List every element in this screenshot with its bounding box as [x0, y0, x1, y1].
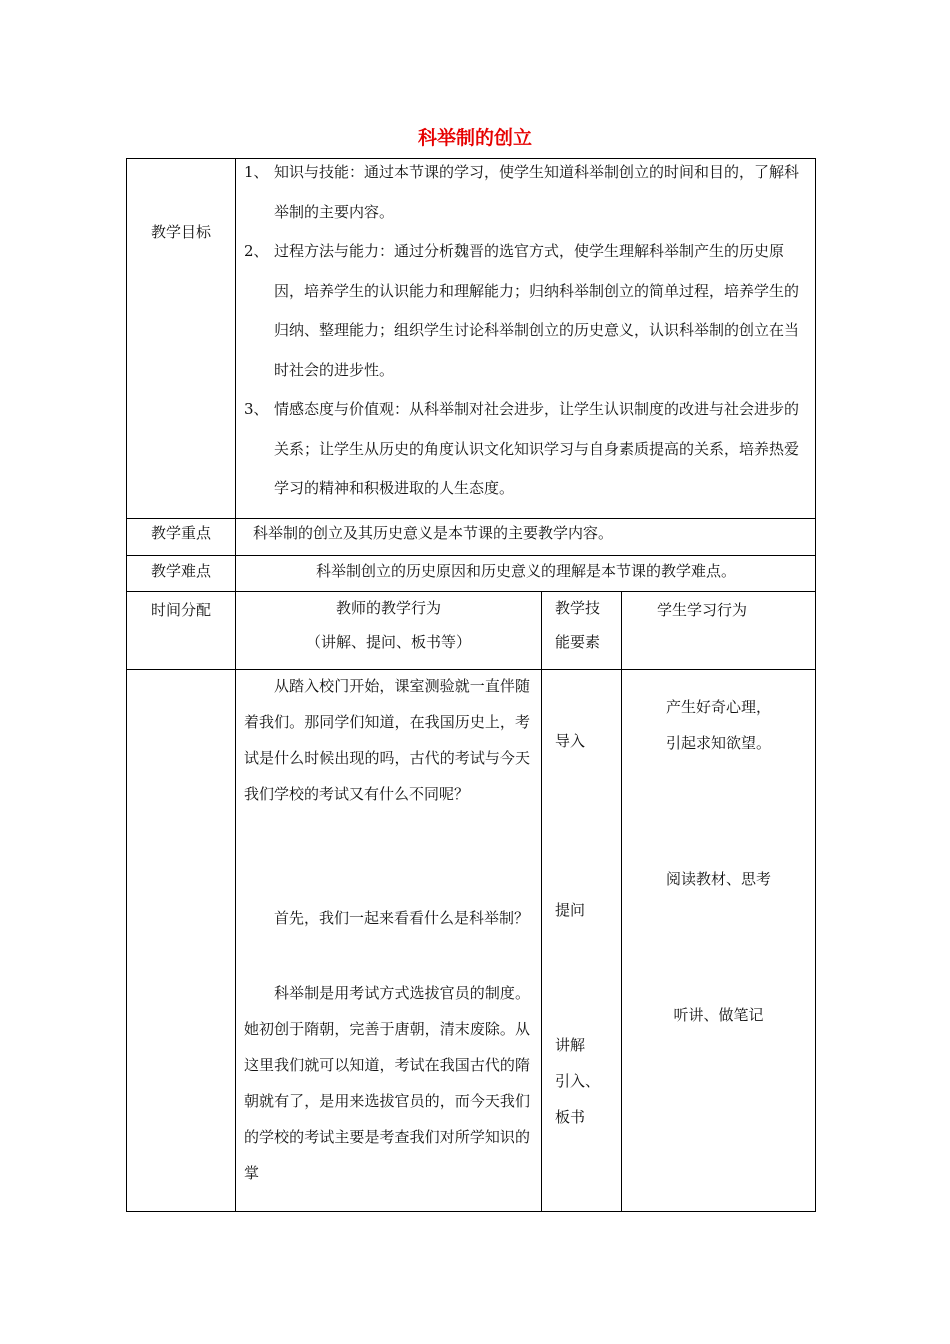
skill-intro: 导入: [555, 732, 586, 750]
teacher-para-3: 科举制是用考试方式选拔官员的制度。她初创于隋朝，完善于唐朝，清末废除。从这里我们就可以知道，考试在我国古代的隋朝就有了，是用来选拔官员的，而今天我们的学校的考试主要是考查我们对所学知识的掌: [244, 984, 530, 1182]
key-point-text: 科举制的创立及其历史意义是本节课的主要教学内容。: [253, 524, 614, 542]
objective-item: 1、 知识与技能：通过本节课的学习，使学生知道科举制创立的时间和目的，了解科举制的主要内容。: [244, 163, 800, 221]
key-point-label: 教学重点: [150, 524, 211, 542]
skill-explain: 讲解 引入、 板书: [555, 1036, 601, 1126]
teacher-para-2: 首先，我们一起来看看什么是科举制？: [274, 909, 530, 927]
objective-item: 2、 过程方法与能力：通过分析魏晋的选官方式，使学生理解科举制产生的历史原因，培养学生的认识能力和理解能力；归纳科举制创立的简单过程，培养学生的归纳、整理能力；组织学生讨论科举制创立的历史意义，认识科举制的创立在当时社会的进步性。: [244, 242, 800, 379]
header-teacher: [236, 591, 541, 659]
table-border-right: [815, 158, 816, 1212]
student-behavior-curiosity: 产生好奇心理， 引起求知欲望。: [665, 698, 771, 752]
objectives-label: 教学目标: [150, 223, 211, 241]
table-divider-key: [126, 518, 816, 519]
table-col-divider-1: [235, 158, 236, 1212]
student-behavior-reading: 阅读教材、思考: [665, 870, 771, 888]
objective-item: 3、 情感态度与价值观：从科举制对社会进步，让学生认识制度的改进与社会进步的关系；让学生从历史的角度认识文化知识学习与自身素质提高的关系，培养热爱学习的精神和积极进取的人生态度。: [244, 400, 800, 497]
difficulty-text: 科举制创立的历史原因和历史意义的理解是本节课的教学难点。: [315, 562, 736, 580]
header-skill-line2: 能要素: [555, 633, 601, 651]
header-skill: [555, 591, 600, 659]
table-border-bottom: [126, 1211, 816, 1212]
objectives-list: [244, 153, 809, 509]
table-col-divider-2: [541, 591, 542, 1212]
teacher-para-1: 从踏入校门开始，课室测验就一直伴随着我们。那同学们知道，在我国历史上，考试是什么时候出现的吗，古代的考试与今天我们学校的考试又有什么不同呢？: [244, 677, 530, 803]
skill-question: 提问: [555, 901, 586, 919]
header-teacher-line2: （讲解、提问、板书等）: [305, 633, 471, 651]
header-time: 时间分配: [150, 601, 211, 619]
student-behavior-notes: 听讲、做笔记: [673, 1006, 764, 1024]
header-student: 学生学习行为: [656, 601, 747, 619]
difficulty-label: 教学难点: [150, 562, 211, 580]
table-divider-difficulty: [126, 555, 816, 556]
table-border-left: [126, 158, 127, 1212]
header-skill-line1: 教学技: [555, 599, 601, 617]
header-teacher-line1: 教师的教学行为: [335, 599, 441, 617]
document-title: 科举制的创立: [417, 127, 532, 149]
table-col-divider-3: [621, 591, 622, 1212]
